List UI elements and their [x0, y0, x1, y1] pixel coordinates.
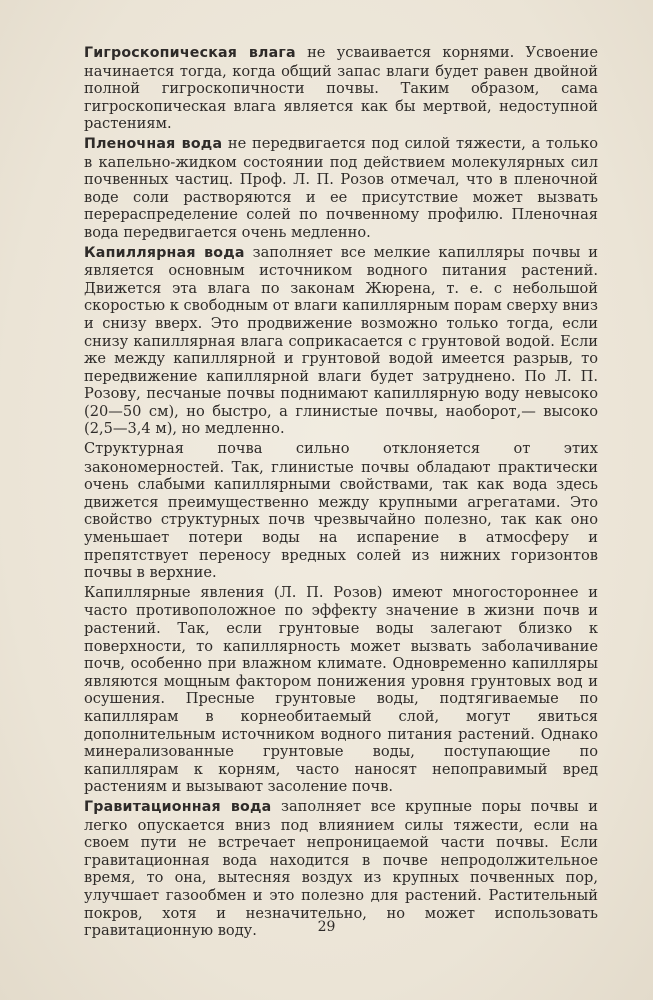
paragraph-text: Структурная почва сильно отклоняется от этих закономерностей. Так, глинистые почвы обладают практически очень слабыми капиллярными свойствами, так как вода здесь движется преимущественно между крупными агрегатами. Это свойство структурных почв чрезвычайно полезно, так как оно уменьшает потери воды на испарение в атмосферу и препятствует переносу вредных солей из нижних горизонтов почвы в верхние. — [84, 440, 598, 582]
paragraph-film-water — [84, 135, 598, 242]
paragraph-text: заполняет все крупные поры почвы и легко опускается вниз под влиянием силы тяжести, если на своем пути не встречает непроницаемой части почвы. Если гравитационная вода находится в почве непродолжительное время, то она, вытесняя воздух из крупных почвенных пор, улучшает газообмен и это полезно для растений. Растительный покров, хотя и незначительно, но может использовать гравитационную воду. — [84, 797, 598, 940]
term-heading: Пленочная вода — [84, 135, 223, 152]
paragraph-structural-soil — [84, 440, 598, 582]
page-number: 29 — [317, 919, 336, 935]
page-text — [84, 44, 598, 942]
paragraph-text: Капиллярные явления (Л. П. Розов) имеют многостороннее и часто противоположное по эффекту значение в жизни почв и растений. Так, если грунтовые воды залегают близко к поверхности, то капиллярность может вызвать заболачивание почв, особенно при влажном климате. Одновременно капилляры являются мощным фактором понижения уровня грунтовых вод и осушения. Пресные грунтовые воды, подтягиваемые по капиллярам в корнеобитаемый слой, могут явиться дополнительным источником водного питания растений. Однако минерализованные грунтовые воды, поступающие по капиллярам к корням, часто наносят непоправимый вред растениям и вызывают засоление почв. — [84, 583, 598, 796]
paragraph-text: заполняет все мелкие капилляры почвы и является основным источником водного питания растений. Движется эта влага по законам Жюрена, т. е. с небольшой скоростью к свободным от влаги капиллярным порам сверху вниз и снизу вверх. Это продвижение возможно только тогда, если снизу капиллярная влага соприкасается с грунтовой водой. Если же между капиллярной и грунтовой водой имеется разрыв, то передвижение капиллярной влаги будет затруднено. По Л. П. Розову, песчаные почвы поднимают капиллярную воду невысоко (20—50 см), но быстро, а глинистые почвы, наоборот,— высоко (2,5—3,4 м), но медленно. — [84, 243, 599, 438]
paragraph-text: не передвигается под силой тяжести, а только в капельно-жидком состоянии под действием молекулярных сил почвенных частиц. Проф. Л. П. Розов отмечал, что в пленочной воде соли растворяются и ее присутствие может вызвать перераспределение солей по почвенному профилю. Пленочная вода передвигается очень медленно. — [84, 134, 598, 241]
term-heading: Капиллярная вода — [84, 244, 245, 261]
paragraph-text: не усваивается корнями. Усвоение начинается тогда, когда общий запас влаги будет равен двойной полной гигроскопичности почвы. Таким образом, сама гигроскопическая влага является как бы мертвой, недоступной растениям. — [84, 44, 598, 133]
paragraph-hygroscopic-moisture — [84, 44, 598, 133]
term-heading: Гравитационная вода — [84, 798, 272, 815]
paragraph-capillary-phenomena — [84, 584, 598, 796]
term-heading: Гигроскопическая влага — [84, 45, 296, 61]
paragraph-capillary-water — [84, 244, 598, 439]
